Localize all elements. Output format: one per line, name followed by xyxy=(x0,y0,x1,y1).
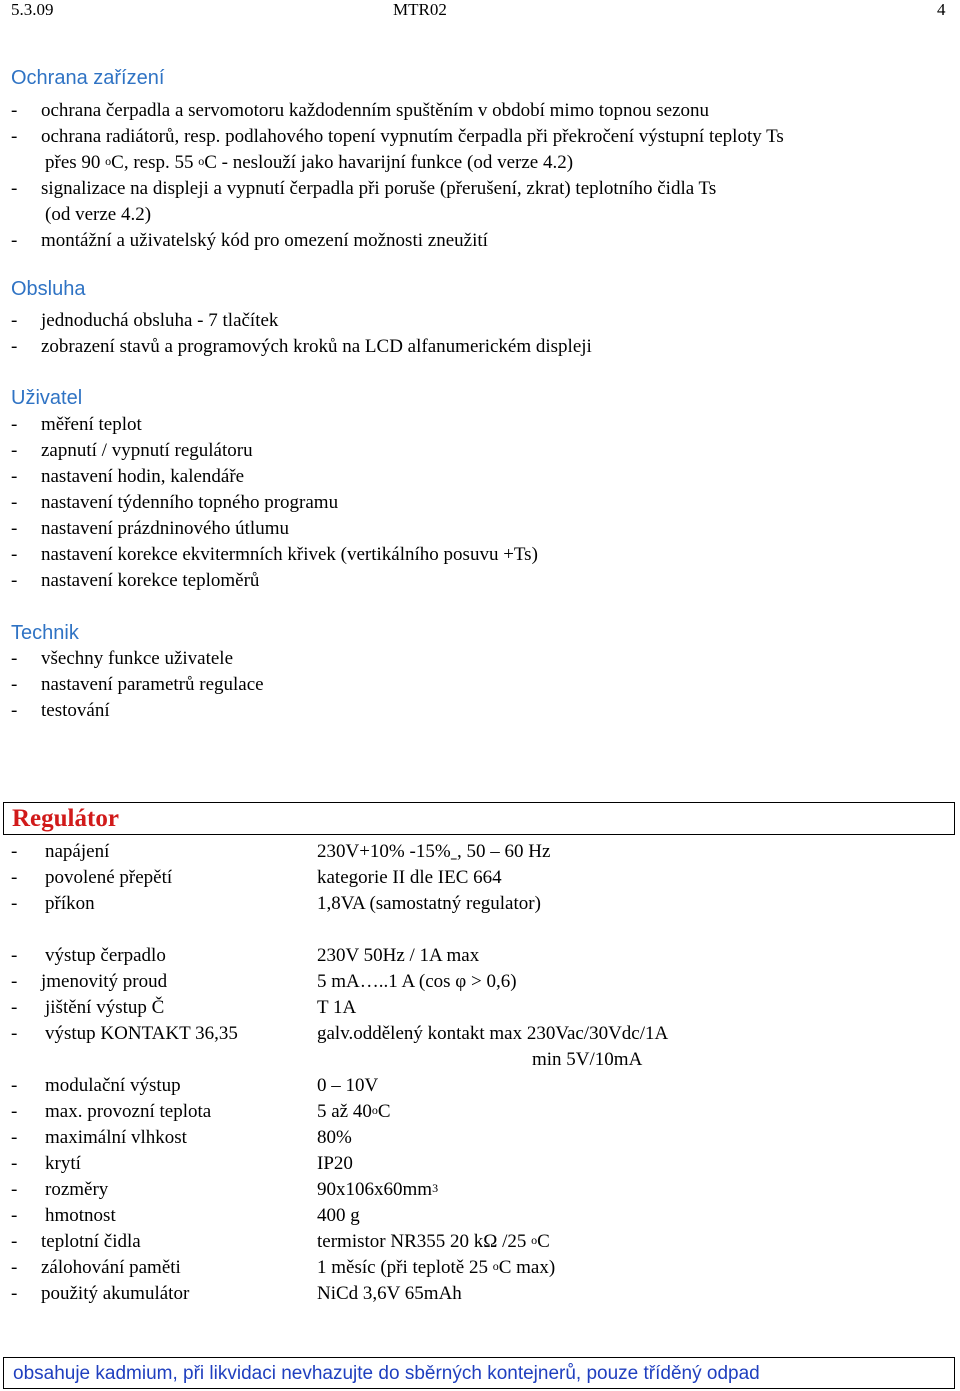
section-title-obsluha: Obsluha xyxy=(11,278,86,300)
disposal-note: obsahuje kadmium, při likvidaci nevhazujte do sběrných kontejnerů, pouze tříděný odpad xyxy=(13,1363,760,1384)
spec-row: - jmenovitý proud 5 mA…..1 A (cos φ > 0,6) xyxy=(11,971,517,992)
spec-row: - výstup KONTAKT 36,35 galv.oddělený kontakt max 230Vac/30Vdc/1A xyxy=(11,1023,669,1044)
list-item: - jednoduchá obsluha - 7 tlačítek xyxy=(11,310,279,331)
list-item: - všechny funkce uživatele xyxy=(11,648,234,669)
list-item: - nastavení prázdninového útlumu xyxy=(11,518,289,539)
spec-row: - max. provozní teplota 5 až 40$^o$C xyxy=(11,1101,391,1122)
spec-row-continuation: min 5V/10mA xyxy=(532,1049,643,1070)
list-item: - měření teplot xyxy=(11,414,142,435)
list-item: - nastavení hodin, kalendáře xyxy=(11,466,245,487)
spec-row: - teplotní čidla termistor NR355 20 kΩ /25 $^o$C xyxy=(11,1231,550,1252)
regulator-title-box xyxy=(3,802,955,835)
list-item: - nastavení týdenního topného programu xyxy=(11,492,339,513)
section-title-uzivatel: Uživatel xyxy=(11,387,83,409)
spec-row: - zálohování paměti 1 měsíc (při teplotě 25 $^o$C max) xyxy=(11,1257,556,1278)
spec-row: - krytí IP20 xyxy=(11,1153,353,1174)
spec-row: - rozměry $90x106x60mm^3$ xyxy=(11,1179,439,1200)
list-item-continuation: přes 90 $^o$C, resp. 55 $^o$C - neslouží jako havarijní funkce (od verze 4.2) xyxy=(45,152,574,173)
section-title-ochrana: Ochrana zařízení xyxy=(11,67,165,89)
regulator-title: Regulátor xyxy=(12,805,119,832)
list-item: - montážní a uživatelský kód pro omezení možnosti zneužití xyxy=(11,230,488,251)
spec-row: - napájení 230V+10% -15%ˍ, 50 – 60 Hz xyxy=(11,841,551,862)
spec-row: - příkon 1,8VA (samostatný regulator) xyxy=(11,893,541,914)
spec-row: - jištění výstup Č T 1A xyxy=(11,997,357,1018)
list-item: - nastavení korekce ekvitermních křivek (vertikálního posuvu +Ts) xyxy=(11,544,538,565)
spec-row: - povolené přepětí kategorie II dle IEC 664 xyxy=(11,867,502,888)
spec-row: - použitý akumulátor NiCd 3,6V 65mAh xyxy=(11,1283,462,1304)
list-item: - ochrana radiátorů, resp. podlahového topení vypnutím čerpadla při překročení výstupní teploty Ts xyxy=(11,126,784,147)
spec-row: - maximální vlhkost 80% xyxy=(11,1127,352,1148)
spec-row: - modulační výstup 0 – 10V xyxy=(11,1075,379,1096)
list-item: - testování xyxy=(11,700,110,721)
spec-row: - výstup čerpadlo 230V 50Hz / 1A max xyxy=(11,945,480,966)
header-model: MTR02 xyxy=(393,0,447,19)
spec-row: - hmotnost 400 g xyxy=(11,1205,360,1226)
disposal-note-box xyxy=(3,1357,955,1389)
header-page-number: 4 xyxy=(937,0,946,19)
header-date: 5.3.09 xyxy=(11,0,54,19)
list-item: - zapnutí / vypnutí regulátoru xyxy=(11,440,253,461)
list-item: - signalizace na displeji a vypnutí čerpadla při poruše (přerušení, zkrat) teplotního čidla Ts xyxy=(11,178,717,199)
list-item: - nastavení korekce teploměrů xyxy=(11,570,260,591)
section-title-technik: Technik xyxy=(11,622,79,644)
list-item-continuation: (od verze 4.2) xyxy=(45,204,152,225)
list-item: - zobrazení stavů a programových kroků na LCD alfanumerickém displeji xyxy=(11,336,592,357)
list-item: - nastavení parametrů regulace xyxy=(11,674,264,695)
list-item: - ochrana čerpadla a servomotoru každodenním spuštěním v období mimo topnou sezonu xyxy=(11,100,710,121)
